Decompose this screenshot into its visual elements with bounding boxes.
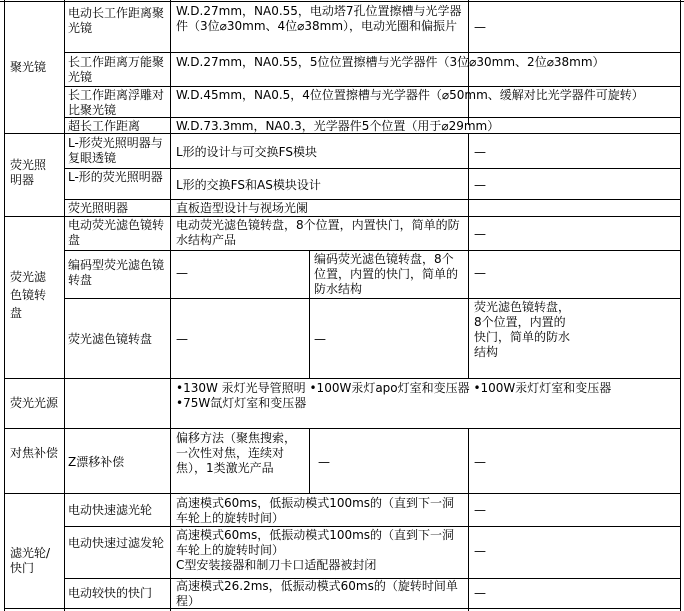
spec-text: W.D.27mm，NA0.55，电动塔7孔位置擦槽与光学器件（3位⌀30mm、4位⌀38mm），电动光圈和偏振片 (176, 4, 462, 33)
row-divider (64, 168, 681, 169)
item-name: Z漂移补偿 (68, 455, 125, 469)
dash-cell: — (474, 455, 486, 469)
row-divider (64, 526, 681, 527)
spec-text: 直板造型设计与视场光阑 (176, 201, 309, 215)
dash-cell: — (474, 586, 486, 600)
group-label: 荧光光源 (10, 396, 59, 410)
spec-text: 荧光滤色镜转盘，8个位置，内置的快门，简单的防水结构 (474, 300, 571, 359)
dash-cell: — (318, 455, 330, 469)
column-divider (468, 134, 469, 378)
dash-cell: — (176, 266, 188, 280)
item-name: 荧光照明器 (68, 201, 129, 215)
group-label: 荧光滤色镜转盘 (10, 270, 47, 320)
item-name: 长工作距离浮雕对比聚光镜 (68, 88, 165, 117)
item-name: 编码型荧光滤色镜转盘 (68, 258, 165, 287)
item-name: 荧光滤色镜转盘 (68, 332, 153, 346)
row-divider (4, 378, 681, 379)
spec-text: 高速模式60ms，低振动模式100ms的（直到下一洞车轮上的旋转时间） (176, 496, 455, 525)
spec-text: W.D.73.3mm，NA0.3，光学器件5个位置（用于⌀29mm） (176, 119, 500, 133)
column-divider (309, 250, 310, 378)
column-divider (309, 428, 310, 493)
dash-cell: — (474, 227, 486, 241)
item-name: 电动长工作距离聚光镜 (68, 6, 165, 35)
spec-text: 编码荧光滤色镜转盘，8个位置，内置的快门，简单的防水结构 (314, 252, 459, 296)
column-divider (64, 0, 65, 611)
item-name: 长工作距离万能聚光镜 (68, 55, 165, 84)
spec-text: 偏移方法（聚焦搜索，一次性对焦，连续对焦），1类激光产品 (176, 431, 297, 475)
dash-cell: — (176, 332, 188, 346)
item-name: 电动较快的快门 (68, 586, 153, 600)
spec-text: 高速模式26.2ms，低振动模式60ms的（旋转时间单程） (176, 579, 458, 608)
group-label: 对焦补偿 (10, 446, 59, 460)
dash-cell: — (474, 178, 486, 192)
table-border-right (680, 0, 681, 611)
row-divider (64, 250, 681, 251)
spec-text: •130W 汞灯光导管照明 •100W汞灯apo灯室和变压器 •100W汞灯灯室和变压器 •75W氙灯灯室和变压器 (176, 381, 612, 410)
group-label: 聚光镜 (10, 60, 47, 74)
dash-cell: — (314, 332, 326, 346)
row-divider (4, 216, 681, 217)
item-name: 电动快速滤光轮 (68, 503, 153, 517)
spec-text: W.D.27mm，NA0.55，5位位置擦槽与光学器件（3位⌀30mm、2位⌀38mm） (176, 55, 605, 69)
item-name: 电动快速过滤发轮 (68, 536, 165, 550)
spec-text: 电动荧光滤色镜转盘，8个位置，内置快门，简单的防水结构产品 (176, 218, 460, 247)
column-divider (468, 428, 469, 611)
row-divider (64, 199, 681, 200)
row-divider (4, 428, 681, 429)
column-divider (170, 0, 171, 611)
table-top-border (0, 1, 684, 2)
group-label: 滤光轮/快门 (10, 546, 51, 575)
spec-text: W.D.45mm，NA0.5，4位位置擦槽与光学器件（⌀50mm、缓解对比光学器件可旋转） (176, 88, 644, 102)
dash-cell: — (474, 266, 486, 280)
spec-text: L形的设计与可交换FS模块 (176, 145, 317, 159)
spec-text: 高速模式60ms，低振动模式100ms的（直到下一洞车轮上的旋转时间） C型安装接器和制刀卡口适配器被封闭 (176, 528, 455, 572)
group-label: 荧光照明器 (10, 158, 47, 187)
spec-text: L形的交换FS和AS模块设计 (176, 178, 321, 192)
dash-cell: — (474, 544, 486, 558)
dash-cell: — (474, 20, 486, 34)
item-name: 电动荧光滤色镜转盘 (68, 218, 165, 247)
dash-cell: — (474, 503, 486, 517)
table-border-left (4, 0, 5, 611)
row-divider (4, 493, 681, 494)
row-divider (64, 86, 681, 87)
row-divider (64, 298, 681, 299)
row-divider (64, 52, 681, 53)
item-name: 超长工作距离 (68, 119, 141, 133)
item-name: L-形的荧光照明器 (68, 170, 163, 184)
dash-cell: — (474, 145, 486, 159)
item-name: L-形荧光照明器与复眼透镜 (68, 136, 163, 165)
